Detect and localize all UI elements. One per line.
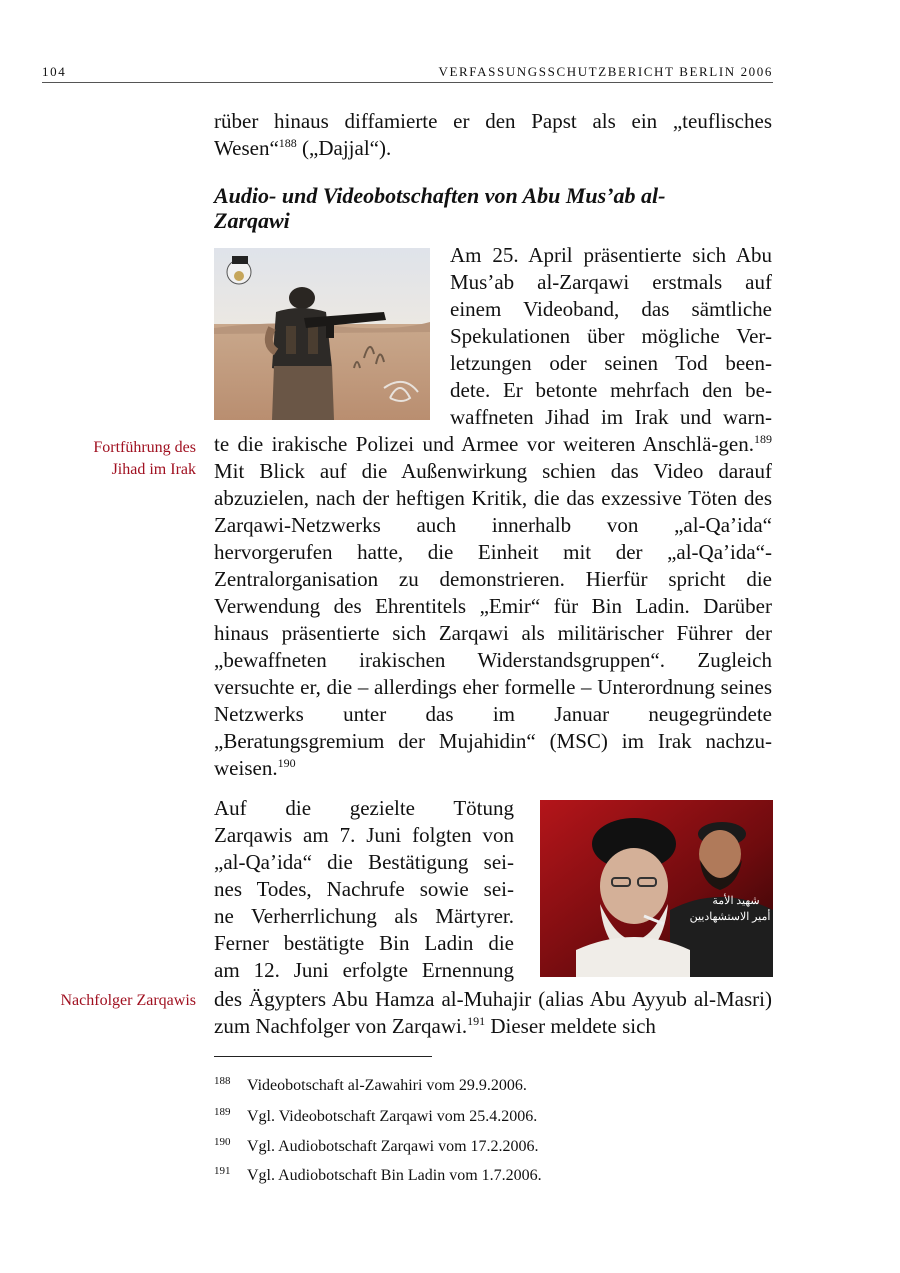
footnote-number: 188 (214, 1075, 231, 1087)
footnote-number: 189 (214, 1106, 231, 1118)
page-number: 104 (42, 64, 67, 79)
paragraph1-line-6: dete. Er betonte mehrfach den be- (450, 378, 772, 402)
paragraph1-line-7: waffneten Jihad im Irak und warn- (450, 405, 772, 429)
margin-note-jihad (93, 437, 196, 481)
paragraph2-line-4: nes Todes, Nachrufe sowie sei- (214, 877, 514, 901)
photo-caption-arabic-1: شهيد الأمة (712, 895, 760, 907)
paragraph2-line-6: Ferner bestätigte Bin Ladin die (214, 931, 514, 955)
margin-note-jihad-line-2: Jihad im Irak (111, 461, 196, 478)
footnote-text: Videobotschaft al-Zawahiri vom 29.9.2006. (247, 1077, 527, 1094)
paragraph1-line-3: einem Videoband, das sämtliche (450, 297, 772, 321)
photo-caption-arabic-2: أمير الاستشهاديين (689, 911, 771, 923)
paragraph2-line-7: am 12. Juni erfolgte Ernennung (214, 958, 514, 982)
paragraph2-line-3: „al-Qa’ida“ die Bestätigung sei- (214, 850, 514, 874)
footnote-text: Vgl. Audiobotschaft Zarqawi vom 17.2.2006. (247, 1138, 539, 1155)
paragraph2-wrapped (214, 795, 514, 984)
footnote-text: Vgl. Audiobotschaft Bin Ladin vom 1.7.2006. (247, 1167, 542, 1184)
footnote-number: 191 (214, 1165, 231, 1177)
running-header (42, 62, 773, 83)
footnote-number: 190 (214, 1136, 231, 1148)
photo-zarqawi-video (214, 248, 430, 420)
intro-text-end: („Dajjal“). (296, 136, 392, 160)
footnote-ref-189[interactable]: 189 (754, 432, 772, 446)
intro-paragraph (214, 108, 772, 162)
footnote-divider (214, 1056, 432, 1057)
paragraph1-line-2: Mus’ab al-Zarqawi erstmals auf (450, 270, 772, 294)
paragraph2-body (214, 986, 772, 1040)
paragraph1-body-b: Mit Blick auf die Außenwirkung schien das Video darauf abzuzielen, nach der heftigen Kritik, die das exzessive Töten des Zarqawi-Netzwerks auch innerhalb von „al-Qa’ida“ hervorgerufen hatte, die Einheit mit der „al-Qa’ida“-Zentralorganisation zu demonstrieren. Hierfür spricht die Verwendung des Ehrentitels „Emir“ für Bin Ladin. Darüber hinaus präsentierte sich Zarqawi als militärischer Führer der „bewaffneten irakischen Widerstandsgruppen“. Zugleich versuchte er, die – allerdings eher formelle – Unterordnung seines Netzwerks unter das im Januar neugegründete „Beratungsgremium der Mujahidin“ (MSC) im Irak nachzu-weisen. (214, 459, 772, 780)
footnote-ref-190[interactable]: 190 (277, 756, 296, 770)
paragraph2-body-a: des Ägypters Abu Hamza al-Muhajir (alias Abu Ayyub al-Masri) zum Nachfolger von Zarqawi. (214, 987, 772, 1038)
paragraph1-body-a: te die irakische Polizei und Armee vor weiteren Anschlä-gen. (214, 432, 754, 456)
paragraph2-line-2: Zarqawis am 7. Juni folgten von (214, 823, 514, 847)
paragraph1-line-4: Spekulationen über mögliche Ver- (450, 324, 772, 348)
photo-zarqawi-video-image (214, 248, 430, 420)
intro-text: rüber hinaus diffamierte er den Papst als ein „teuflisches Wesen“ (214, 109, 772, 160)
running-title: VERFASSUNGSSCHUTZBERICHT BERLIN 2006 (438, 64, 773, 79)
footnote-text: Vgl. Videobotschaft Zarqawi vom 25.4.2006. (247, 1108, 538, 1125)
paragraph1-line-5: letzungen oder seinen Tod been- (450, 351, 772, 375)
photo-zawahiri-zarqawi-image (540, 800, 773, 977)
section-heading: Audio- und Videobotschaften von Abu Mus’ab al-Zarqawi (214, 183, 666, 233)
footnote-ref-188[interactable]: 188 (278, 136, 297, 150)
paragraph2-body-b: Dieser meldete sich (485, 1014, 656, 1038)
paragraph1-wrapped (450, 242, 772, 431)
paragraph2-line-1: Auf die gezielte Tötung (214, 796, 514, 820)
margin-note-jihad-line-1: Fortführung des (93, 439, 196, 456)
paragraph2-line-5: ne Verherrlichung als Märtyrer. (214, 904, 514, 928)
paragraph1-body (214, 431, 772, 782)
margin-note-successor: Nachfolger Zarqawis (60, 992, 196, 1009)
paragraph1-line-1: Am 25. April präsentierte sich Abu (450, 243, 772, 267)
footnote-ref-191[interactable]: 191 (467, 1014, 486, 1028)
photo-zawahiri-zarqawi (540, 800, 773, 977)
